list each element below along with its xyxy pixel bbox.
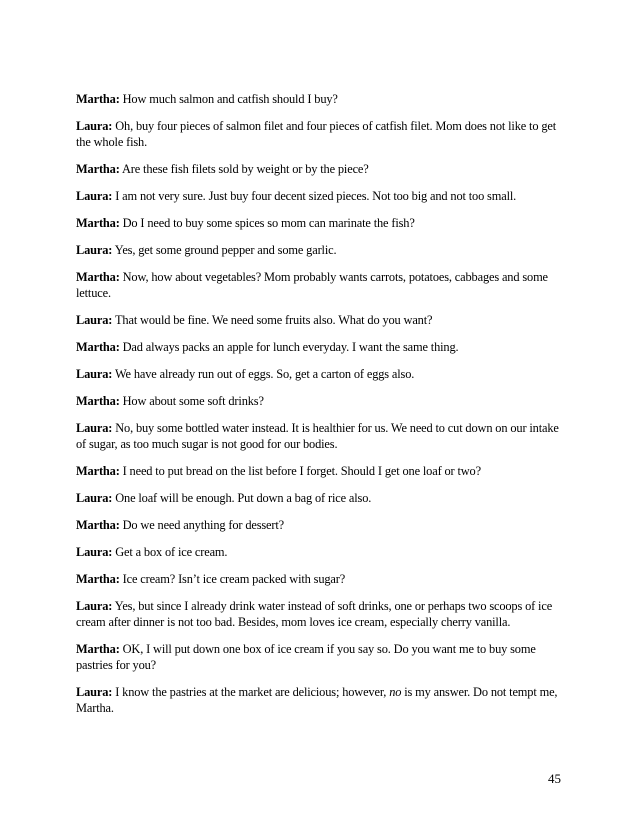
line-text: Yes, but since I already drink water instead of soft drinks, one or perhaps two scoops of ice cream after dinner is not too bad. Besides, mom loves ice cream, especially cherry vanilla. [76,599,553,629]
dialogue-line [76,684,566,716]
line-text: is my answer. Do not tempt me, Martha. [76,685,558,715]
line-text: No, buy some bottled water instead. It is healthier for us. We need to cut down on our intake of sugar, as too much sugar is not good for our bodies. [76,421,559,451]
speaker-name: Laura: [76,599,113,613]
speaker-name: Laura: [76,421,113,435]
speaker-name: Martha: [76,642,120,656]
line-text: Get a box of ice cream. [112,545,228,559]
dialogue-line [76,641,566,673]
dialogue-line [76,544,566,560]
speaker-name: Martha: [76,464,120,478]
speaker-name: Martha: [76,216,120,230]
line-text: Ice cream? Isn’t ice cream packed with sugar? [119,572,346,586]
line-text: I need to put bread on the list before I forget. Should I get one loaf or two? [119,464,481,478]
dialogue-line [76,490,566,506]
speaker-name: Laura: [76,491,113,505]
line-text: Yes, get some ground pepper and some garlic. [112,243,337,257]
line-text: I know the pastries at the market are delicious; however, [112,685,390,699]
line-text: Oh, buy four pieces of salmon filet and four pieces of catfish filet. Mom does not like to get the whole fish. [76,119,557,149]
speaker-name: Martha: [76,340,120,354]
dialogue-line [76,118,566,150]
speaker-name: Laura: [76,545,113,559]
dialogue-line [76,91,566,107]
dialogue-line [76,215,566,231]
speaker-name: Laura: [76,189,113,203]
speaker-name: Martha: [76,572,120,586]
dialogue-line [76,420,566,452]
line-text: Dad always packs an apple for lunch everyday. I want the same thing. [119,340,459,354]
line-text: Do I need to buy some spices so mom can marinate the fish? [119,216,415,230]
speaker-name: Martha: [76,162,120,176]
dialogue-line [76,463,566,479]
line-text: How much salmon and catfish should I buy? [119,92,338,106]
line-text: Now, how about vegetables? Mom probably wants carrots, potatoes, cabbages and some lettuce. [76,270,548,300]
page-number: 45 [548,771,561,786]
speaker-name: Martha: [76,270,120,284]
line-text: Do we need anything for dessert? [119,518,285,532]
speaker-name: Martha: [76,518,120,532]
speaker-name: Laura: [76,119,113,133]
dialogue-line [76,188,566,204]
speaker-name: Martha: [76,92,120,106]
line-text: OK, I will put down one box of ice cream if you say so. Do you want me to buy some pastries for you? [76,642,536,672]
line-text: We have already run out of eggs. So, get a carton of eggs also. [112,367,415,381]
speaker-name: Laura: [76,367,113,381]
emphasis-word: no [389,685,402,699]
dialogue-line [76,339,566,355]
line-text: Are these fish filets sold by weight or by the piece? [119,162,369,176]
line-text: How about some soft drinks? [119,394,264,408]
dialogue-line [76,598,566,630]
line-text: I am not very sure. Just buy four decent sized pieces. Not too big and not too small. [112,189,517,203]
line-text: One loaf will be enough. Put down a bag of rice also. [112,491,372,505]
dialogue-line [76,571,566,587]
dialogue-body [76,91,566,727]
line-text: That would be fine. We need some fruits also. What do you want? [112,313,433,327]
dialogue-line [76,393,566,409]
dialogue-line [76,312,566,328]
dialogue-line [76,366,566,382]
speaker-name: Martha: [76,394,120,408]
dialogue-line [76,242,566,258]
dialogue-line [76,269,566,301]
speaker-name: Laura: [76,685,113,699]
dialogue-line [76,517,566,533]
dialogue-line [76,161,566,177]
speaker-name: Laura: [76,243,113,257]
speaker-name: Laura: [76,313,113,327]
